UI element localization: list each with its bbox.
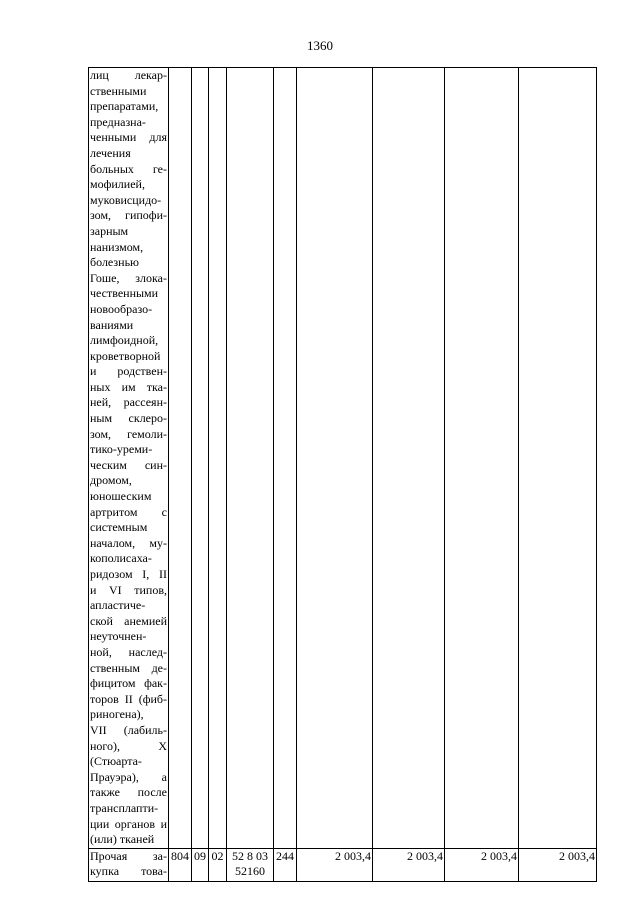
description-line: и VI типов, xyxy=(90,582,167,597)
description-line: лечения xyxy=(90,145,131,160)
description-line: (или) тканей xyxy=(90,832,155,847)
description-line: также после xyxy=(90,785,167,800)
description-line: ным склеро- xyxy=(90,411,167,426)
ministry-cell xyxy=(169,68,192,849)
amount-cell-4 xyxy=(519,68,597,849)
description-cell xyxy=(89,848,169,881)
target-article-cell: 52 8 03 52160 xyxy=(227,848,274,881)
description-line: ного), X xyxy=(90,738,167,753)
description-line: фицитом фак- xyxy=(90,676,167,691)
amount-cell-2: 2 003,4 xyxy=(373,848,445,881)
description-line: кроветворной xyxy=(90,348,161,363)
description-line: апластиче- xyxy=(90,598,146,613)
amount-cell-3 xyxy=(445,68,519,849)
section-cell: 09 xyxy=(192,848,209,881)
description-line: чественными xyxy=(90,286,159,301)
description-line: риногена), xyxy=(90,707,144,722)
amount-cell-3: 2 003,4 xyxy=(445,848,519,881)
description-line: ней, рассеян- xyxy=(90,395,167,410)
description-line: юношеским xyxy=(90,489,152,504)
description-line: зом, гемоли- xyxy=(90,426,167,441)
amount-cell-1: 2 003,4 xyxy=(297,848,373,881)
table-row xyxy=(89,68,597,849)
expense-type-cell: 244 xyxy=(274,848,297,881)
description-line: системным xyxy=(90,520,148,535)
amount-cell-4: 2 003,4 xyxy=(519,848,597,881)
description-line: ственными xyxy=(90,83,147,98)
description-line: ции органов и xyxy=(90,816,167,831)
description-line: зом, гипофи- xyxy=(90,208,167,223)
description-line: неуточнен- xyxy=(90,629,147,644)
description-line: ридозом I, II xyxy=(90,567,167,581)
description-line: новообразо- xyxy=(90,301,153,316)
amount-cell-1 xyxy=(297,68,373,849)
description-line: ваниями xyxy=(90,317,134,332)
description-line: больных ге- xyxy=(90,161,167,176)
description-line: торов II (фиб- xyxy=(90,691,167,706)
description-line: ных им тка- xyxy=(90,379,167,394)
description-line: предназна- xyxy=(90,114,146,129)
description-line: тико-уреми- xyxy=(90,442,153,457)
description-cell xyxy=(89,68,169,849)
description-line: лимфоидной, xyxy=(90,333,159,348)
description-line: (Стюарта- xyxy=(90,754,142,769)
description-line: Гоше, злока- xyxy=(90,270,167,285)
section-cell xyxy=(192,68,209,849)
description-line: ческим син- xyxy=(90,457,167,472)
description-line: трансплапти- xyxy=(90,800,159,815)
description-line: кополисаха- xyxy=(90,551,152,566)
subsection-cell xyxy=(209,68,227,849)
description-line: зарным xyxy=(90,223,129,238)
subsection-cell: 02 xyxy=(209,848,227,881)
description-line: нанизмом, xyxy=(90,239,144,254)
description-line: Прочая за- xyxy=(90,848,167,863)
budget-table xyxy=(88,67,597,882)
target-article-cell xyxy=(227,68,274,849)
description-line: ственным де- xyxy=(90,660,167,675)
description-line: болезнью xyxy=(90,255,140,270)
expense-type-cell xyxy=(274,68,297,849)
description-line: ской анемией xyxy=(90,613,167,628)
description-line: началом, му- xyxy=(90,535,167,550)
description-line: и родствен- xyxy=(90,364,167,379)
ministry-cell: 804 xyxy=(169,848,192,881)
page-number: 1360 xyxy=(307,38,333,53)
description-line: ной, наслед- xyxy=(90,644,167,659)
description-line: лиц лекар- xyxy=(90,68,167,82)
description-line: дромом, xyxy=(90,473,132,488)
amount-cell-2 xyxy=(373,68,445,849)
description-line: ченными для xyxy=(90,130,167,145)
description-line: препаратами, xyxy=(90,99,159,114)
description-line: артритом с xyxy=(90,504,167,519)
description-line: мофилией, xyxy=(90,177,145,192)
description-line: VII (лабиль- xyxy=(90,722,167,737)
table-row xyxy=(89,848,597,881)
description-line: купка това- xyxy=(90,864,167,879)
description-line: муковисцидо- xyxy=(90,192,162,207)
description-line: Прауэра), а xyxy=(90,769,167,784)
